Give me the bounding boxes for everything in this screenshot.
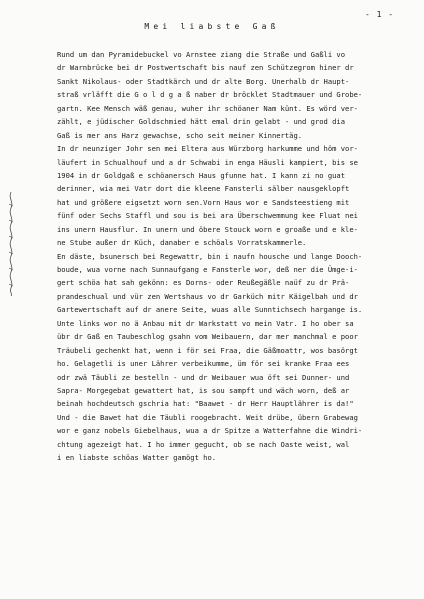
text-line: ho. Gelagetli is uner Lährer verbeikumme, üm för sei kranke Fraa ees bbox=[57, 359, 350, 369]
text-line: Und - die Bawet hat die Täubli roogebracht. Weit drübe, übern Grabewag bbox=[57, 412, 358, 422]
text-line: Sankt Nikolaus- oder Stadtkärch und dr alte Borg. Unerhalb dr Haupt- bbox=[57, 76, 350, 86]
text-line: ne Stube außer dr Küch, danaber e schöals Vorratskammerle. bbox=[57, 238, 307, 248]
text-line: In dr neunziger Johr sen mei Eltera aus Würzborg harkumme und höm vor- bbox=[57, 144, 358, 154]
document-body bbox=[57, 48, 417, 465]
text-line: übr dr Gaß en Taubeschlog gsahn vom Weibauern, dar mer manchmal e poor bbox=[57, 332, 358, 342]
text-line: Rund um dan Pyramidebuckel vo Arnstee ziang die Straße und Gaßli vo bbox=[57, 50, 346, 59]
text-line: derinner, wia mei Vatr dort die kleene Fansterli sälber nausgeklopft bbox=[57, 184, 350, 194]
text-line: fünf oder Sechs Staffl und sou is bei ara Überschwemmung kee Fluat nei bbox=[57, 211, 358, 221]
handwritten-scribble-icon bbox=[5, 190, 17, 298]
text-line: Gaß is mer ans Harz gewachse, scho seit meiner Kinnertäg. bbox=[57, 130, 303, 140]
paragraph-1 bbox=[57, 48, 417, 142]
text-line: 1904 in dr Goldgaß e schöanersch Haus gfunne hat. I kann zi no guat bbox=[57, 170, 346, 180]
text-line: odr zwä Täubli ze bestelln - und dr Weibauer wua öft sei Dunner- und bbox=[57, 372, 350, 382]
text-line: gert schöa hat sah gekönn: es Dorns- oder Reußegäßle naüf zu dr Prä- bbox=[57, 278, 350, 288]
text-line: wor e ganz nobels Giebelhaus, wua a dr Spitze a Watterfahne die Windri- bbox=[57, 426, 363, 436]
handwritten-margin-note bbox=[5, 190, 17, 298]
text-line: dr Warnbrücke bei dr Postwertschaft bis nauf zen Schützegrom hiner dr bbox=[57, 63, 354, 73]
text-line: boude, wua vorne nach Sunnaufgang e Fansterle wor, deß ner die Ümge-i- bbox=[57, 265, 358, 274]
text-line: Gartewertschaft auf dr anere Seite, wuas alle Sunntichsech hargange is. bbox=[57, 305, 363, 315]
paragraph-3 bbox=[57, 250, 417, 465]
page-number: - 1 - bbox=[365, 10, 395, 19]
text-line: prandeschual und vür zen Wertshaus vo dr Garküch mitr Käigelbah und dr bbox=[57, 291, 358, 301]
text-line: hat und größere eigsetzt worn sen.Vorn Haus wor e Sandsteestieng mit bbox=[57, 197, 350, 207]
text-line: gartn. Kee Mensch wäß genau, wuher ihr schöaner Nam künt. Es wörd ver- bbox=[57, 103, 358, 113]
page-title: Mei liabste Gaß bbox=[144, 22, 280, 31]
text-line: ins unern Hausflur. In unern und öbere Stouck worn e groaße und e kle- bbox=[57, 224, 358, 234]
text-line: Sapra- Morgegebat gewattert hat, is sou sampft und wäch worn, deß ar bbox=[57, 385, 350, 395]
paragraph-2 bbox=[57, 142, 417, 250]
text-line: En däste, bsunersch bei Regewattr, bin i naufn housche und lange Dooch- bbox=[57, 251, 363, 261]
text-line: beinah hochdeutsch gschria hat: "Baawet - dr Herr Hauptlährer is da!" bbox=[57, 399, 354, 409]
text-line: chtung agezeigt hat. I ho immer gegucht, ob se nach Oaste weist, wal bbox=[57, 439, 350, 449]
text-line: zählt, e jüdischer Goldschmied hätt emal drin gelabt - und grod dia bbox=[57, 117, 346, 127]
text-line: läufert in Schualhouf und a dr Schwabi in enga Häusli kampiert, bis se bbox=[57, 157, 358, 167]
text-line: straß vrläfft die G o l d g a ß naber dr bröcklet Stadtmauer und Grobe- bbox=[57, 90, 363, 100]
text-line: Unte links wor no ä Anbau mit dr Warkstatt vo mein Vatr. I ho ober sa bbox=[57, 318, 354, 328]
text-line: Träubeli gechenkt hat, wenn i för sei Fraa, die Gäßmoattr, wos basörgt bbox=[57, 345, 358, 355]
text-line: i en liabste schöas Watter gamögt ho. bbox=[57, 453, 217, 463]
